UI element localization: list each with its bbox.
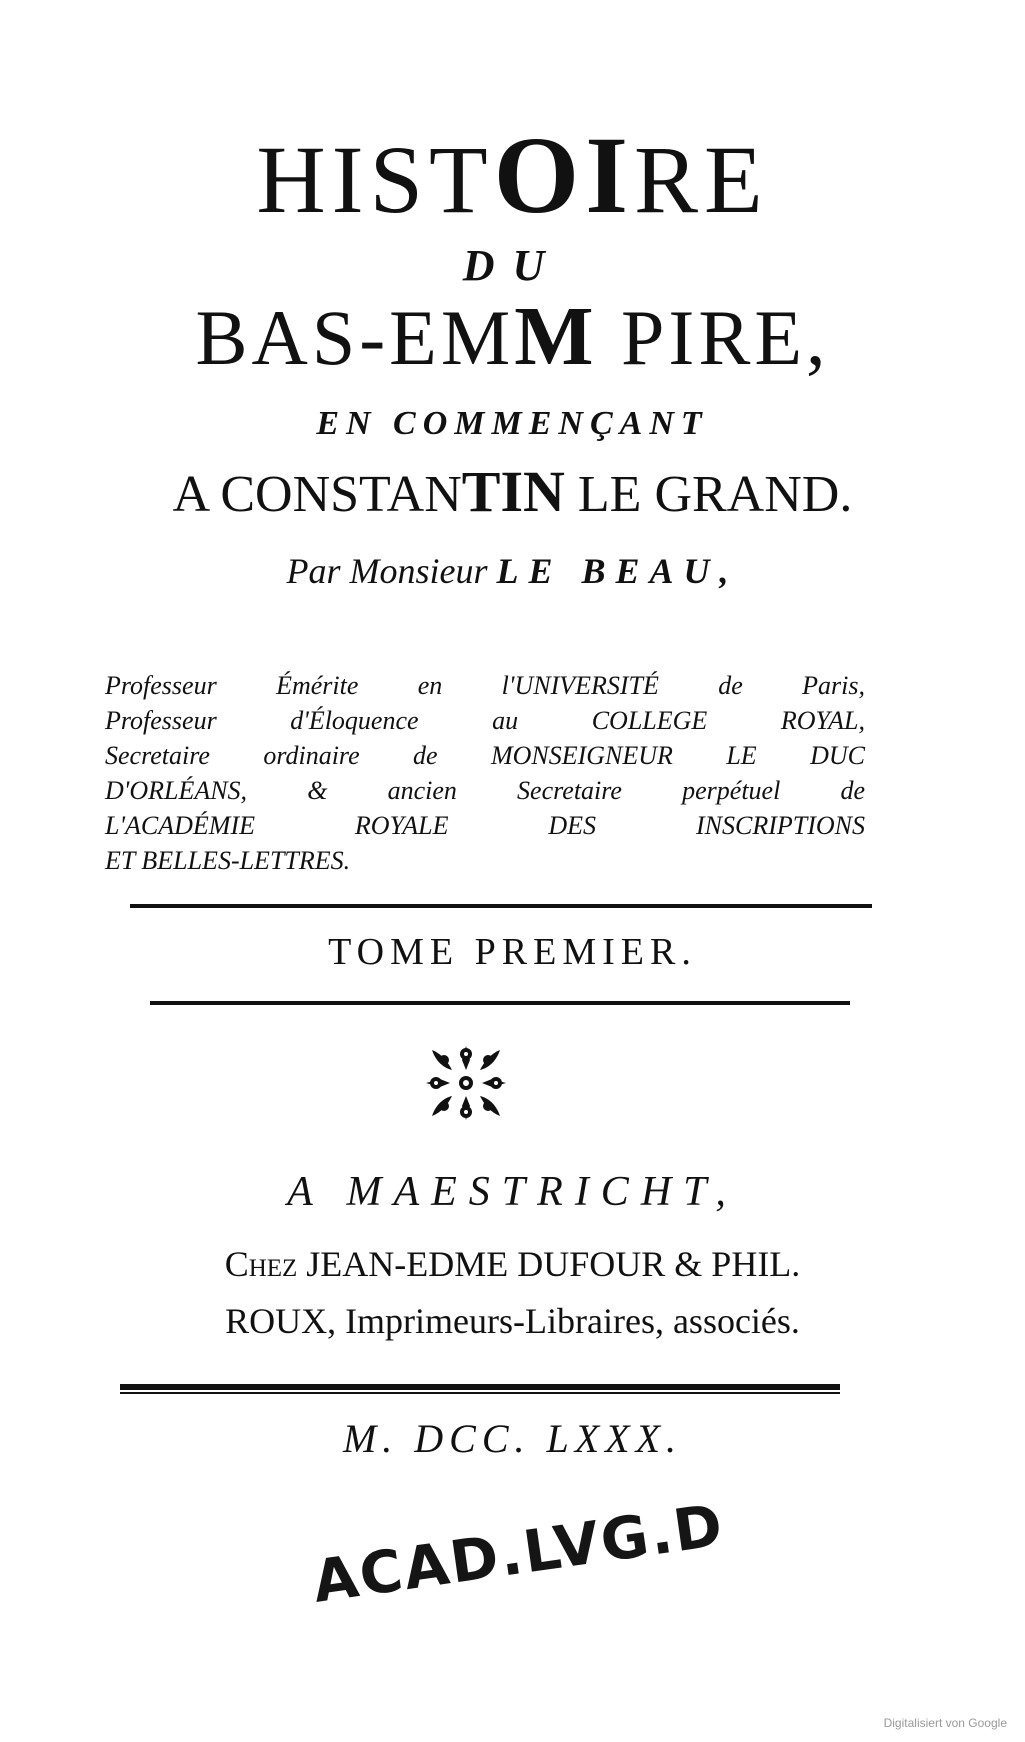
credential-line: Secretaire ordinaire de MONSEIGNEUR LE DUC: [105, 741, 865, 770]
credential-line: L'ACADÉMIE ROYALE DES INSCRIPTIONS: [105, 811, 865, 840]
credential-line: Professeur Émérite en l'UNIVERSITÉ de Paris,: [105, 671, 865, 700]
imprint-publisher-line-2: ROUX, Imprimeurs-Libraires, associés.: [225, 1301, 800, 1341]
library-stamp: [300, 1485, 729, 1616]
title-constantin: [0, 458, 1025, 525]
title-en-commencant: EN COMMENÇANT: [316, 405, 709, 442]
title-histoire: [0, 112, 1025, 239]
title-bas-empire: [0, 288, 1025, 385]
title-bas-part: BAS-EM: [195, 294, 515, 381]
title-bas-bold-part: M: [514, 290, 598, 383]
title-du: DU: [462, 241, 563, 290]
divider-rule-imprint-thin: [120, 1392, 840, 1394]
divider-rule-imprint: [120, 1384, 840, 1390]
digitization-footer: Digitalisiert von Google: [883, 1716, 1007, 1730]
title-histoire-bold-part: OI: [493, 114, 635, 236]
title-constantin-bold-part: TIN: [461, 459, 565, 524]
credential-line: Professeur d'Éloquence au COLLEGE ROYAL,: [105, 706, 865, 735]
floral-ornament-icon: [418, 1040, 514, 1126]
credential-line: ET BELLES-LETTRES.: [105, 846, 351, 875]
author-prefix: Par Monsieur: [286, 551, 488, 591]
library-stamp-text: ACAD.LVG.D: [308, 1490, 729, 1616]
title-histoire-end-part: RE: [634, 126, 769, 233]
title-le-grand-part: LE GRAND.: [564, 466, 853, 523]
divider-rule-bottom: [150, 1001, 850, 1005]
imprint-publisher-line-1: Chez JEAN-EDME DUFOUR & PHIL.: [224, 1244, 801, 1284]
imprint-place: A MAESTRICHT,: [287, 1169, 738, 1215]
author-line: [0, 550, 1025, 592]
title-constantin-part: A CONSTAN: [172, 466, 462, 523]
title-histoire-part: HIST: [256, 126, 494, 233]
volume-label: TOME PREMIER.: [328, 931, 697, 973]
title-bas-end-part: PIRE,: [597, 294, 830, 381]
imprint-date: M. DCC. LXXX.: [342, 1416, 683, 1461]
author-name: LE BEAU,: [496, 551, 739, 591]
credential-line: D'ORLÉANS, & ancien Secretaire perpétuel de: [105, 776, 865, 805]
divider-rule-top: [130, 904, 872, 908]
